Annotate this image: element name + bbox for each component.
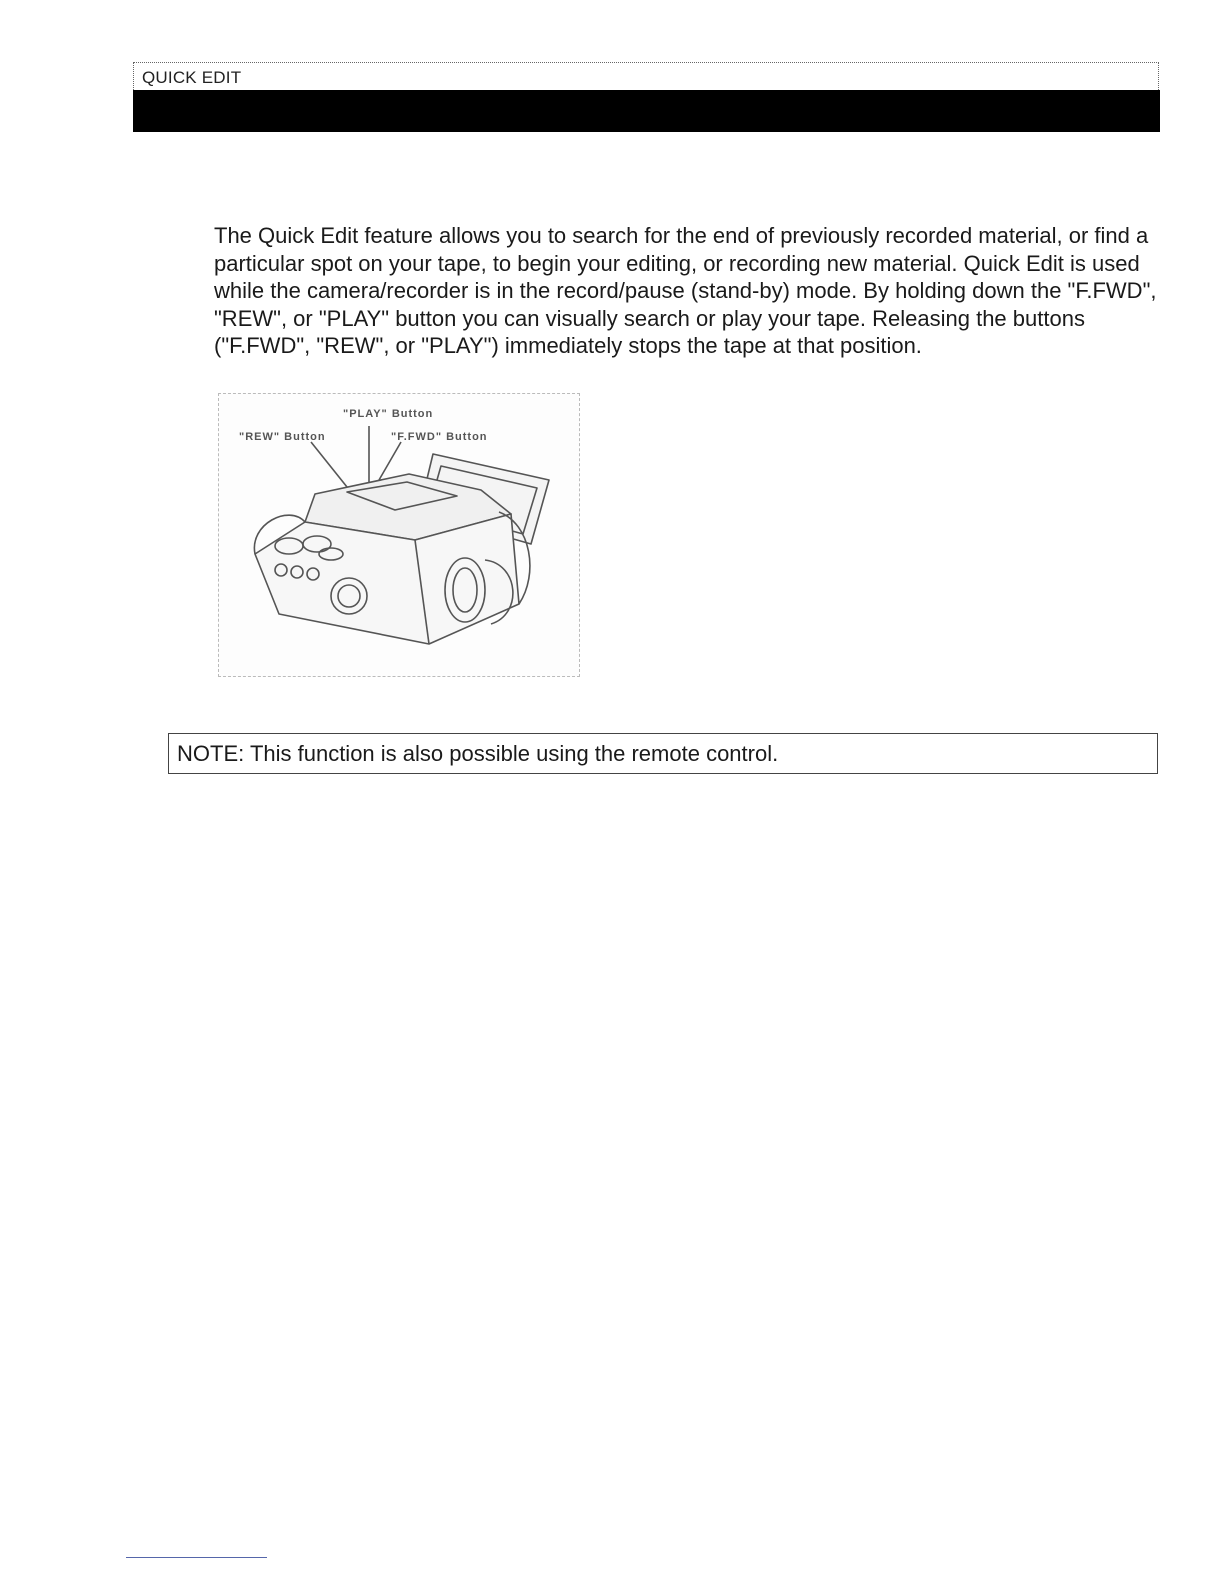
note-text: NOTE: This function is also possible using the remote control.	[177, 741, 779, 766]
footnote-rule	[126, 1557, 267, 1558]
ffwd-button-label: "F.FWD" Button	[391, 431, 488, 443]
header-bar	[133, 90, 1160, 132]
ffwd-callout-line	[379, 442, 401, 480]
section-header	[133, 62, 1159, 90]
intro-paragraph: The Quick Edit feature allows you to search for the end of previously recorded material, or find a particular spot on your tape, to begin your editing, or recording new material. Quick Edit is used while the camera/recorder is in the record/pause (stand-by) mode. By holding down the "F.FWD", "REW", or "PLAY" button you can visually search or play your tape. Releasing the buttons ("F.FWD", "REW", or "PLAY") immediately stops the tape at that position.	[214, 223, 1157, 359]
rew-button-label: "REW" Button	[239, 431, 326, 443]
play-button-label: "PLAY" Button	[343, 408, 434, 420]
note-box	[168, 733, 1158, 774]
section-title: QUICK EDIT	[142, 68, 242, 87]
rew-callout-line	[311, 442, 351, 492]
camcorder-figure	[218, 393, 580, 677]
